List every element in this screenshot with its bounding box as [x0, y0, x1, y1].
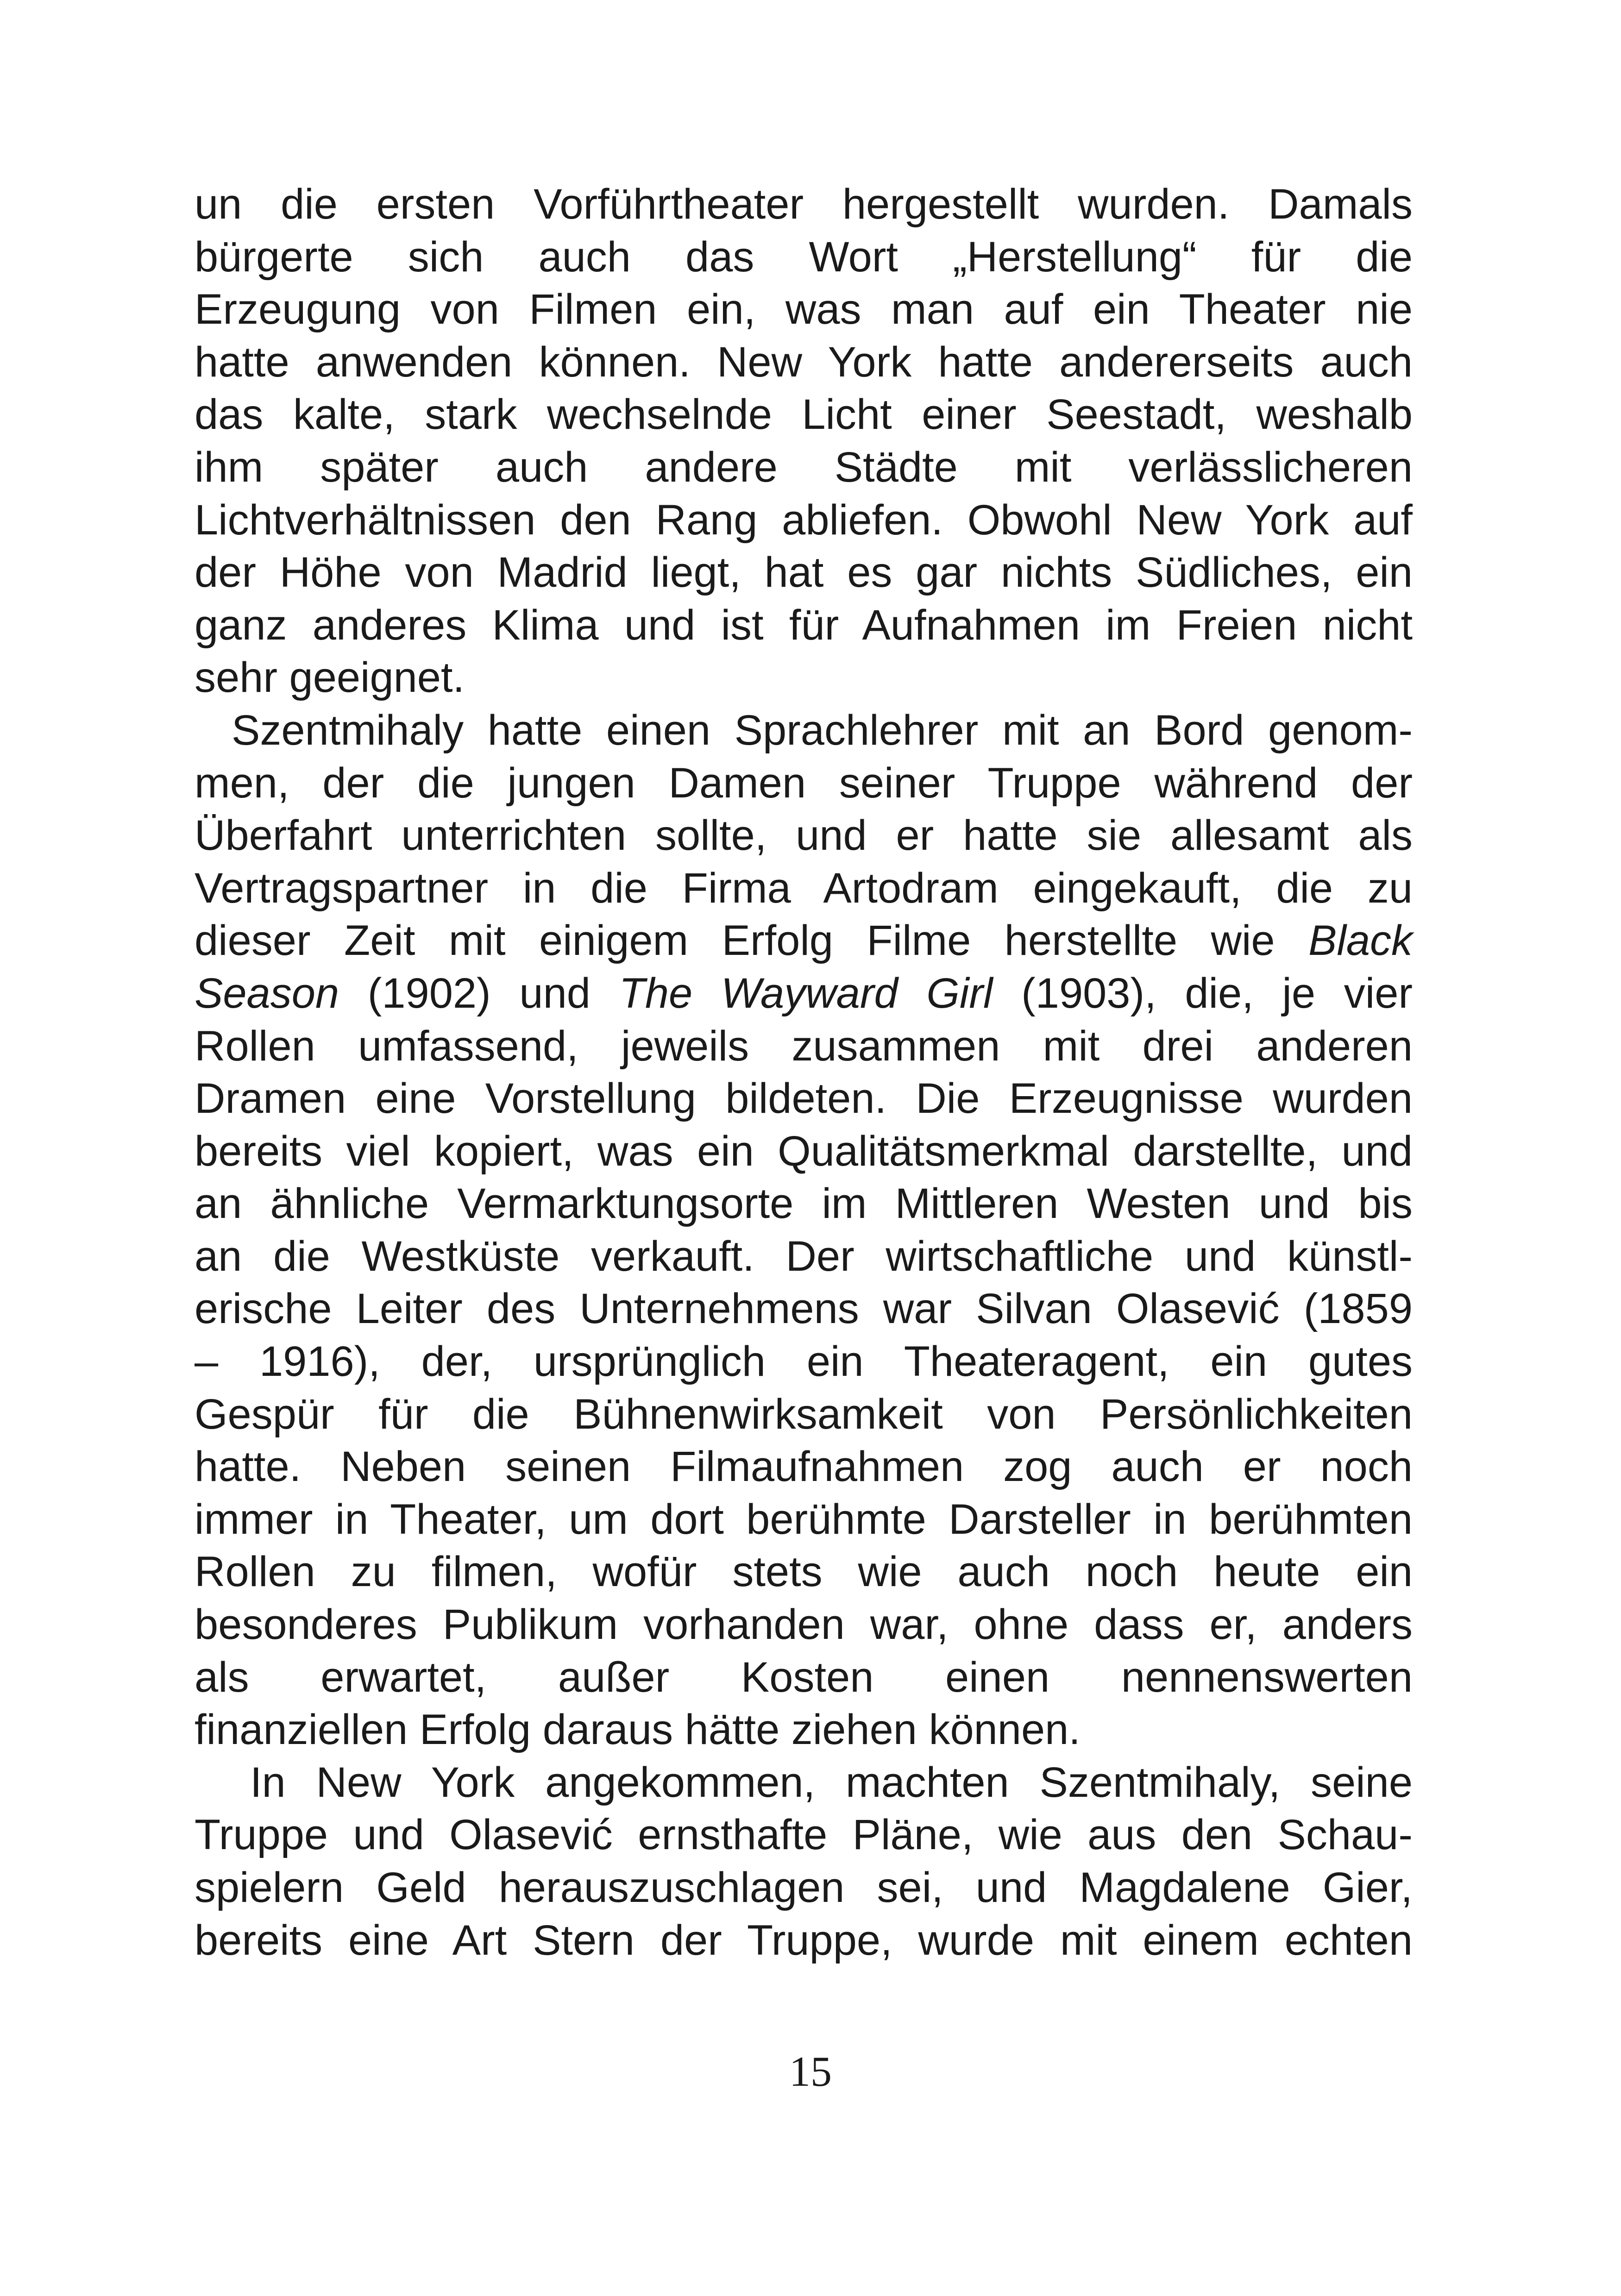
text-line: der Höhe von Madrid liegt, hat es gar nichts Südliches, ein	[195, 549, 1413, 596]
text-line: als erwartet, außer Kosten einen nennenswerten	[195, 1653, 1413, 1701]
page-number: 15	[789, 2048, 832, 2095]
text-line: hatte. Neben seinen Filmaufnahmen zog auch er noch	[195, 1443, 1413, 1491]
text-line: Vertragspartner in die Firma Artodram eingekauft, die zu	[195, 864, 1413, 912]
text-line: das kalte, stark wechselnde Licht einer Seestadt, weshalb	[195, 391, 1413, 439]
text-line: Rollen umfassend, jeweils zusammen mit drei anderen	[195, 1022, 1413, 1070]
text-line: Überfahrt unterrichten sollte, und er hatte sie allesamt als	[195, 812, 1413, 859]
text-line: hatte anwenden können. New York hatte andererseits auch	[195, 338, 1413, 386]
text-line: Szentmihaly hatte einen Sprachlehrer mit an Bord genom-	[232, 706, 1413, 754]
text-run: (1902) und	[339, 969, 619, 1017]
text-line: spielern Geld herauszuschlagen sei, und Magdalene Gier,	[195, 1864, 1413, 1911]
text-line: immer in Theater, um dort berühmte Darsteller in berühmten	[195, 1495, 1413, 1543]
text-line: In New York angekommen, machten Szentmihaly, seine	[250, 1758, 1413, 1806]
text-line: erische Leiter des Unternehmens war Silvan Olasević (1859	[195, 1285, 1413, 1333]
paragraph-3	[195, 1757, 1413, 1967]
paragraph-2	[195, 704, 1413, 1757]
text-line: Dramen eine Vorstellung bildeten. Die Erzeugnisse wurden	[195, 1075, 1413, 1123]
text-line: ganz anderes Klima und ist für Aufnahmen im Freien nicht	[195, 601, 1413, 649]
film-title-italic: The Wayward Girl	[619, 969, 993, 1017]
body-text	[195, 178, 1413, 1967]
text-line: bereits viel kopiert, was ein Qualitätsmerkmal darstellte, und	[195, 1127, 1413, 1175]
text-line: Gespür für die Bühnenwirksamkeit von Persönlichkeiten	[195, 1390, 1413, 1438]
text-run: (1903), die, je vier	[993, 969, 1413, 1017]
text-line: besonderes Publikum vorhanden war, ohne dass er, anders	[195, 1601, 1413, 1649]
text-line: an die Westküste verkauft. Der wirtschaftliche und künstl-	[195, 1232, 1413, 1280]
text-run: dieser Zeit mit einigem Erfolg Filme herstellte wie	[195, 917, 1309, 965]
text-line: Truppe und Olasević ernsthafte Pläne, wie aus den Schau-	[195, 1811, 1413, 1859]
paragraph-1	[195, 178, 1413, 704]
text-line: sehr geeignet.	[195, 654, 465, 702]
text-line: – 1916), der, ursprünglich ein Theateragent, ein gutes	[195, 1338, 1413, 1386]
text-line: finanziellen Erfolg daraus hätte ziehen können.	[195, 1706, 1081, 1754]
text-line: men, der die jungen Damen seiner Truppe während der	[195, 759, 1413, 807]
text-line: un die ersten Vorführtheater hergestellt wurden. Damals	[195, 181, 1413, 228]
text-line: an ähnliche Vermarktungsorte im Mittleren Westen und bis	[195, 1180, 1413, 1228]
text-line: Erzeugung von Filmen ein, was man auf ein Theater nie	[195, 286, 1413, 333]
film-title-italic: Season	[195, 969, 339, 1017]
text-line: ihm später auch andere Städte mit verlässlicheren	[195, 443, 1413, 491]
text-line: Rollen zu filmen, wofür stets wie auch noch heute ein	[195, 1548, 1413, 1596]
text-line: bürgerte sich auch das Wort „Herstellung“ für die	[195, 233, 1413, 281]
text-line: Lichtverhältnissen den Rang abliefen. Obwohl New York auf	[195, 496, 1413, 544]
text-line	[195, 915, 1413, 967]
film-title-italic: Black	[1308, 917, 1413, 965]
text-line: bereits eine Art Stern der Truppe, wurde mit einem echten	[195, 1916, 1413, 1964]
text-line	[195, 967, 1413, 1020]
